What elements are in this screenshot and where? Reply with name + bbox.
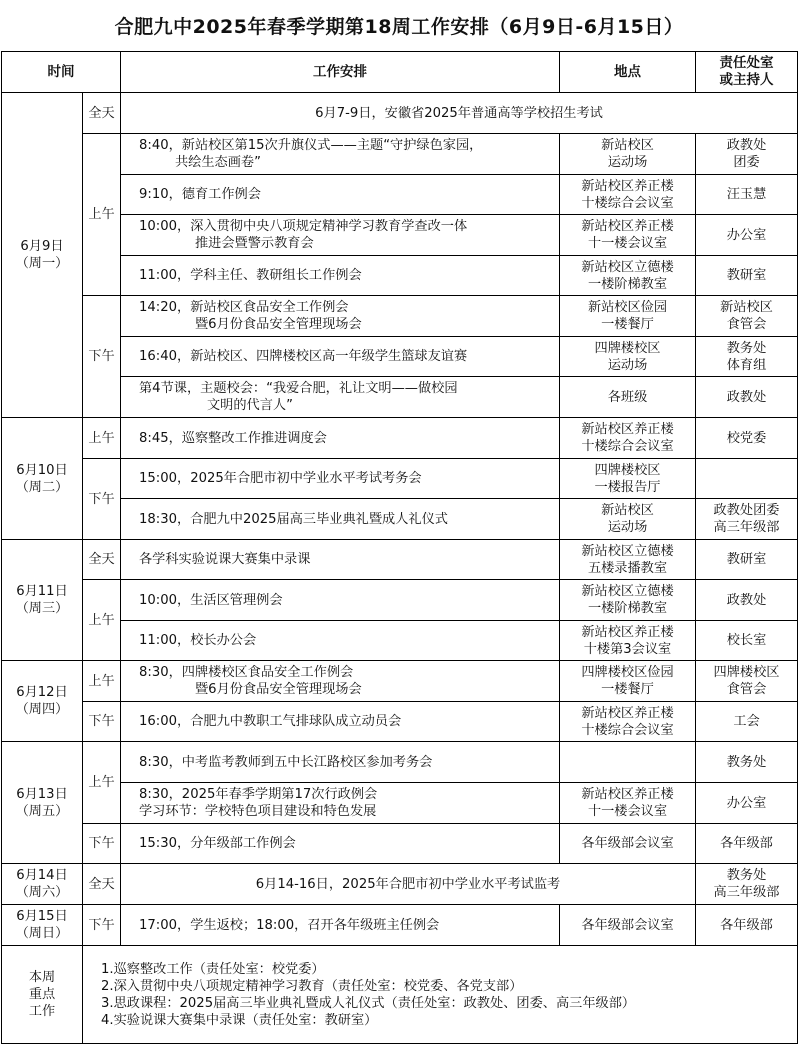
table-row	[2, 742, 798, 783]
owner-cell: 汪玉慧	[696, 175, 798, 215]
owner-cell: 教研室	[696, 256, 798, 296]
location-cell: 新站校区养正楼 十楼综合会议室	[560, 418, 696, 459]
period-pm: 下午	[83, 459, 121, 540]
task-cell: 18:30，合肥九中2025届高三毕业典礼暨成人礼仪式	[121, 499, 560, 540]
focus-item: 1.巡察整改工作（责任处室：校党委）	[101, 961, 325, 977]
table-row	[2, 377, 798, 418]
period-am: 上午	[83, 661, 121, 702]
owner-cell: 办公室	[696, 215, 798, 256]
owner-cell: 政教处	[696, 377, 798, 418]
task-cell: 10:00，深入贯彻中央八项规定精神学习教育学查改一体 推进会暨警示教育会	[121, 215, 560, 256]
period-allday: 全天	[83, 864, 121, 905]
owner-cell	[696, 459, 798, 499]
task-cell: 16:40，新站校区、四牌楼校区高一年级学生篮球友谊赛	[121, 337, 560, 377]
header-task: 工作安排	[121, 52, 560, 93]
location-cell: 各年级部会议室	[560, 824, 696, 864]
owner-cell: 校长室	[696, 621, 798, 661]
focus-item: 4.实验说课大赛集中录课（责任处室：教研室）	[101, 1012, 378, 1028]
table-row	[2, 256, 798, 296]
table-row	[2, 621, 798, 661]
table-row	[2, 337, 798, 377]
period-allday: 全天	[83, 93, 121, 134]
focus-list	[83, 946, 798, 1044]
owner-cell: 新站校区 食管会	[696, 296, 798, 337]
period-am: 上午	[83, 134, 121, 296]
location-cell: 新站校区立德楼 一楼阶梯教室	[560, 256, 696, 296]
day-cell-thu: 6月12日 （周四）	[2, 661, 83, 742]
period-pm: 下午	[83, 296, 121, 418]
owner-cell: 校党委	[696, 418, 798, 459]
focus-item: 2.深入贯彻中央八项规定精神学习教育（责任处室：校党委、各党支部）	[101, 978, 523, 994]
location-cell: 新站校区养正楼 十楼综合会议室	[560, 175, 696, 215]
owner-cell: 工会	[696, 702, 798, 742]
day-cell-sun: 6月15日 （周日）	[2, 905, 83, 946]
location-cell: 新站校区养正楼 十楼综合会议室	[560, 702, 696, 742]
table-row	[2, 905, 798, 946]
table-row	[2, 661, 798, 702]
header-row	[2, 52, 798, 93]
schedule-table	[1, 51, 798, 1044]
period-am: 上午	[83, 418, 121, 459]
task-cell: 9:10，德育工作例会	[121, 175, 560, 215]
location-cell: 新站校区 运动场	[560, 499, 696, 540]
owner-cell: 政教处 团委	[696, 134, 798, 175]
header-owner: 责任处室 或主持人	[696, 52, 798, 93]
location-cell: 新站校区立德楼 五楼录播教室	[560, 540, 696, 580]
table-row	[2, 459, 798, 499]
task-cell: 11:00，校长办公会	[121, 621, 560, 661]
owner-cell: 各年级部	[696, 824, 798, 864]
table-row	[2, 93, 798, 134]
period-allday: 全天	[83, 540, 121, 580]
task-cell: 15:30，分年级部工作例会	[121, 824, 560, 864]
day-cell-fri: 6月13日 （周五）	[2, 742, 83, 864]
location-cell: 新站校区养正楼 十一楼会议室	[560, 783, 696, 824]
day-cell-tue: 6月10日 （周二）	[2, 418, 83, 540]
owner-cell: 政教处	[696, 580, 798, 621]
task-cell: 8:30，2025年春季学期第17次行政例会 学习环节：学校特色项目建设和特色发展	[121, 783, 560, 824]
location-cell: 新站校区 运动场	[560, 134, 696, 175]
location-cell: 各年级部会议室	[560, 905, 696, 946]
allday-task: 6月14-16日，2025年合肥市初中学业水平考试监考	[121, 864, 696, 905]
page-title: 合肥九中2025年春季学期第18周工作安排（6月9日-6月15日）	[114, 15, 684, 38]
location-cell: 四牌楼校区俭园 一楼餐厅	[560, 661, 696, 702]
location-cell: 新站校区养正楼 十一楼会议室	[560, 215, 696, 256]
owner-cell: 办公室	[696, 783, 798, 824]
location-cell: 新站校区养正楼 十楼第3会议室	[560, 621, 696, 661]
table-row	[2, 540, 798, 580]
allday-task: 6月7-9日，安徽省2025年普通高等学校招生考试	[121, 93, 798, 134]
task-cell: 14:20，新站校区食品安全工作例会 暨6月份食品安全管理现场会	[121, 296, 560, 337]
task-cell: 16:00，合肥九中教职工气排球队成立动员会	[121, 702, 560, 742]
period-am: 上午	[83, 580, 121, 661]
day-cell-wed: 6月11日 （周三）	[2, 540, 83, 661]
task-cell: 8:30，中考监考教师到五中长江路校区参加考务会	[121, 742, 560, 783]
location-cell: 新站校区俭园 一楼餐厅	[560, 296, 696, 337]
owner-cell: 教务处	[696, 742, 798, 783]
task-cell: 8:30，四牌楼校区食品安全工作例会 暨6月份食品安全管理现场会	[121, 661, 560, 702]
table-row	[2, 702, 798, 742]
location-cell: 新站校区立德楼 一楼阶梯教室	[560, 580, 696, 621]
location-cell	[560, 742, 696, 783]
task-cell: 8:40，新站校区第15次升旗仪式——主题“守护绿色家园， 共绘生态画卷”	[121, 134, 560, 175]
period-pm: 下午	[83, 905, 121, 946]
period-pm: 下午	[83, 824, 121, 864]
table-row	[2, 296, 798, 337]
owner-cell: 各年级部	[696, 905, 798, 946]
table-row	[2, 499, 798, 540]
location-cell: 四牌楼校区 一楼报告厅	[560, 459, 696, 499]
day-cell-mon: 6月9日 （周一）	[2, 93, 83, 418]
task-cell: 15:00，2025年合肥市初中学业水平考试考务会	[121, 459, 560, 499]
task-cell: 第4节课，主题校会：“我爱合肥，礼让文明——做校园 文明的代言人”	[121, 377, 560, 418]
focus-item: 3.思政课程：2025届高三毕业典礼暨成人礼仪式（责任处室：政教处、团委、高三年级部）	[101, 995, 636, 1011]
focus-row	[2, 946, 798, 1044]
table-row	[2, 215, 798, 256]
task-cell: 各学科实验说课大赛集中录课	[121, 540, 560, 580]
location-cell: 各班级	[560, 377, 696, 418]
table-row	[2, 418, 798, 459]
owner-cell: 四牌楼校区 食管会	[696, 661, 798, 702]
focus-label: 本周 重点 工作	[2, 946, 83, 1044]
table-row	[2, 783, 798, 824]
table-row	[2, 134, 798, 175]
owner-cell: 教务处 体育组	[696, 337, 798, 377]
owner-cell: 政教处团委 高三年级部	[696, 499, 798, 540]
task-cell: 11:00，学科主任、教研组长工作例会	[121, 256, 560, 296]
header-time: 时间	[2, 52, 121, 93]
table-row	[2, 824, 798, 864]
table-row	[2, 580, 798, 621]
period-pm: 下午	[83, 702, 121, 742]
owner-cell: 教务处 高三年级部	[696, 864, 798, 905]
location-cell: 四牌楼校区 运动场	[560, 337, 696, 377]
task-cell: 17:00，学生返校；18:00，召开各年级班主任例会	[121, 905, 560, 946]
day-cell-sat: 6月14日 （周六）	[2, 864, 83, 905]
owner-cell: 教研室	[696, 540, 798, 580]
table-row	[2, 864, 798, 905]
task-cell: 10:00，生活区管理例会	[121, 580, 560, 621]
table-row	[2, 175, 798, 215]
task-cell: 8:45，巡察整改工作推进调度会	[121, 418, 560, 459]
period-am: 上午	[83, 742, 121, 824]
header-location: 地点	[560, 52, 696, 93]
